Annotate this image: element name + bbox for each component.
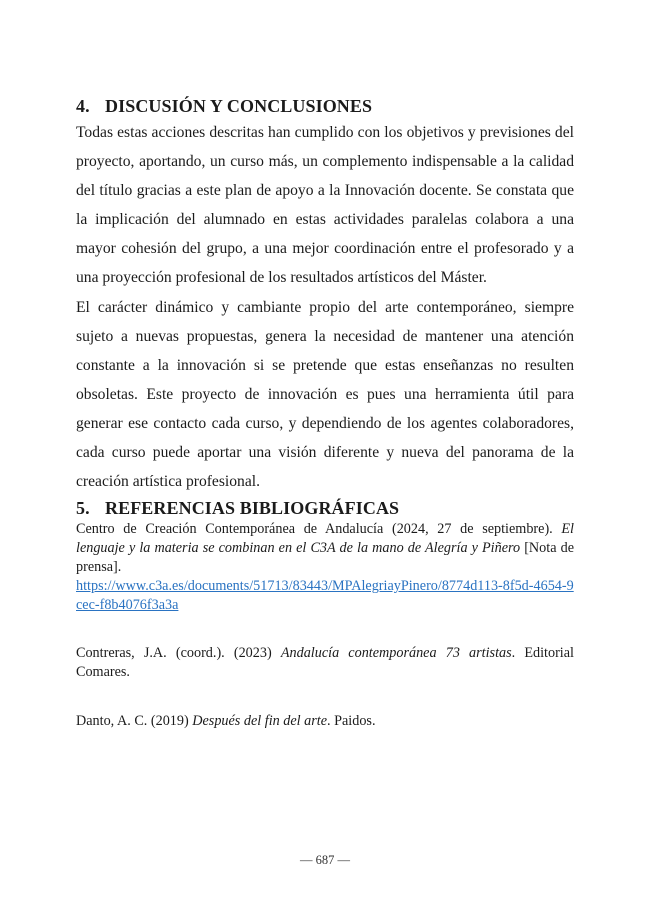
paragraph-conclusions-1: Todas estas acciones descritas han cumplido con los objetivos y previsiones del proyecto, aportando, un curso más, un complemento indispensable a la calidad del título gracias a este plan de apoyo a la Innovación docente. Se constata que la implicación del alumnado en estas actividades paralelas colabora a una mayor cohesión del grupo, a una mejor coordinación entre el profesorado y a una proyección profesional de los resultados artísticos del Máster. bbox=[76, 124, 574, 287]
reference-author: Centro de Creación Contemporánea de Andalucía (2024, 27 de septiembre). bbox=[76, 521, 562, 538]
section-number: 5. bbox=[76, 498, 90, 519]
reference-title: Andalucía contemporánea 73 artistas bbox=[280, 645, 512, 662]
page-number: — 687 — bbox=[300, 853, 350, 867]
reference-details: . Paidos. bbox=[327, 713, 376, 730]
reference-author: Danto, A. C. (2019) bbox=[76, 713, 193, 730]
reference-details: . Editorial Comares. bbox=[76, 645, 574, 681]
reference-title: El lenguaje y la materia se combinan en el C3A de la mano de Alegría y Piñero bbox=[76, 521, 574, 557]
reference-entry bbox=[76, 644, 574, 682]
page-content bbox=[76, 94, 574, 731]
section-heading-discussion bbox=[76, 94, 574, 118]
reference-entry bbox=[76, 520, 574, 615]
reference-link[interactable]: https://www.c3a.es/documents/51713/83443/MPAlegriayPinero/8774d113-8f5d-4654-9cec-f8b4076f3a3a bbox=[76, 578, 574, 614]
section-heading-references bbox=[76, 496, 574, 520]
section-title: DISCUSIÓN Y CONCLUSIONES bbox=[105, 96, 373, 116]
section-number: 4. bbox=[76, 96, 90, 116]
reference-details: [Nota de prensa]. bbox=[76, 540, 574, 576]
reference-author: Contreras, J.A. (coord.). (2023) bbox=[76, 645, 281, 662]
reference-title: Después del fin del arte bbox=[192, 713, 328, 730]
paragraph-conclusions-2: El carácter dinámico y cambiante propio del arte contemporáneo, siempre sujeto a nuevas propuestas, genera la necesidad de mantener una atención constante a la innovación si se pretende que estas enseñanzas no resulten obsoletas. Este proyecto de innovación es pues una herramienta útil para generar ese contacto cada curso, y dependiendo de los agentes colaboradores, cada curso puede aportar una visión diferente y nueva del panorama de la creación artística profesional. bbox=[76, 298, 574, 491]
section-title: REFERENCIAS BIBLIOGRÁFICAS bbox=[105, 498, 400, 519]
reference-entry bbox=[76, 712, 574, 731]
